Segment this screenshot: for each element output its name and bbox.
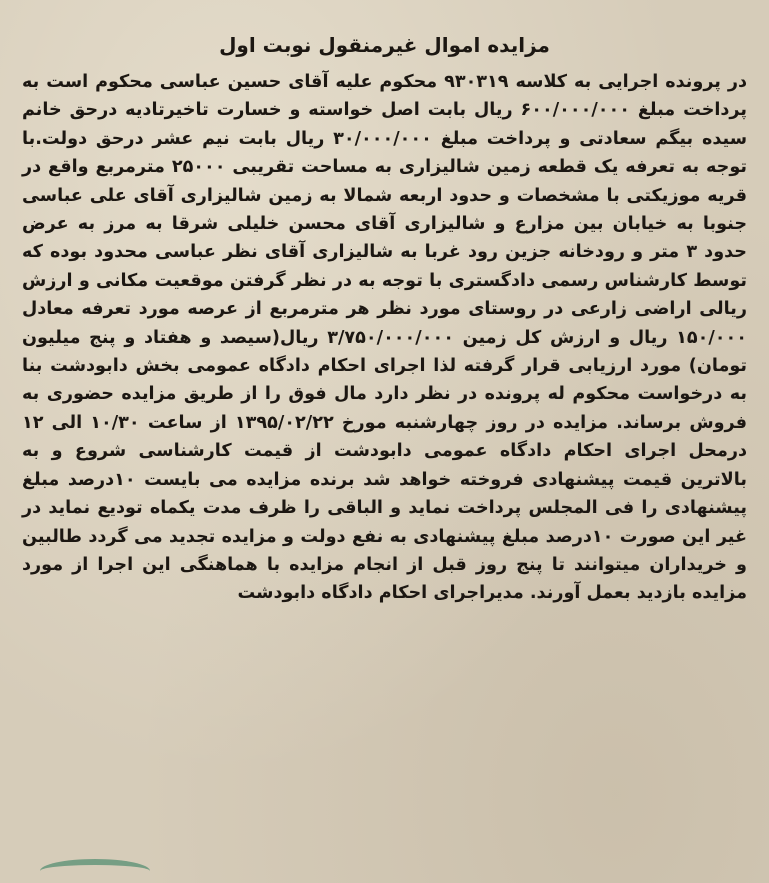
notice-body [22,68,747,608]
green-ink-mark [40,859,150,883]
notice-title: مزایده اموال غیرمنقول نوبت اول [219,33,550,57]
notice-signature: مدیراجرای احکام دادگاه دابودشت [237,583,524,604]
notice-body-text: در پرونده اجرایی به کلاسه ۹۳۰۳۱۹ محکوم علیه آقای حسین عباسی محکوم است به پرداخت مبلغ ۶۰۰/۰۰۰/۰۰۰ ریال بابت اصل خواسته و خسارت تاخیرتادیه درحق خانم سیده بیگم سعادتی و پرداخت مبلغ ۳۰/۰۰۰/۰۰۰ ریال بابت نیم عشر درحق دولت.با توجه به تعرفه یک قطعه زمین شالیزاری به مساحت تقریبی ۲۵۰۰۰ مترمربع واقع در قریه موزیکتی با مشخصات و حدود اربعه شمالا به زمین شالیزاری آقای علی عباسی جنوبا به خیابان بین مزارع و شالیزاری آقای محسن خلیلی شرقا به مرز به عرض حدود ۳ متر و رودخانه جزین رود غربا به شالیزاری آقای نظر عباسی محدود بوده که توسط کارشناس رسمی دادگستری با توجه به در نظر گرفتن موقعیت مکانی و ارزش ریالی اراضی زارعی در روستای مورد نظر هر مترمربع از عرصه مورد تعرفه معادل ۱۵۰/۰۰۰ ریال و ارزش کل زمین ۳/۷۵۰/۰۰۰/۰۰۰ ریال(سیصد و هفتاد و پنج میلیون تومان) مورد ارزیابی قرار گرفته لذا اجرای احکام دادگاه عمومی بخش دابودشت بنا به درخواست محکوم له پرونده در نظر دارد مال فوق را از طریق مزایده حضوری به فروش برساند. مزایده در روز چهارشنبه مورخ ۱۳۹۵/۰۲/۲۲ از ساعت ۱۰/۳۰ الی ۱۲ درمحل اجرای احکام دادگاه عمومی دابودشت از قیمت کارشناسی شروع و به بالاترین قیمت پیشنهادی فروخته خواهد شد برنده مزایده می بایست ۱۰درصد مبلغ پیشنهادی را فی المجلس پرداخت نماید و الباقی را ظرف مدت یکماه تودیع نماید در غیر این صورت ۱۰درصد مبلغ پیشنهادی به نفع دولت و مزایده تجدید می گردد طالبین و خریداران میتوانند تا پنج روز قبل از انجام مزایده با هماهنگی این اجرا از مورد مزایده بازدید بعمل آورند. [22,72,747,604]
